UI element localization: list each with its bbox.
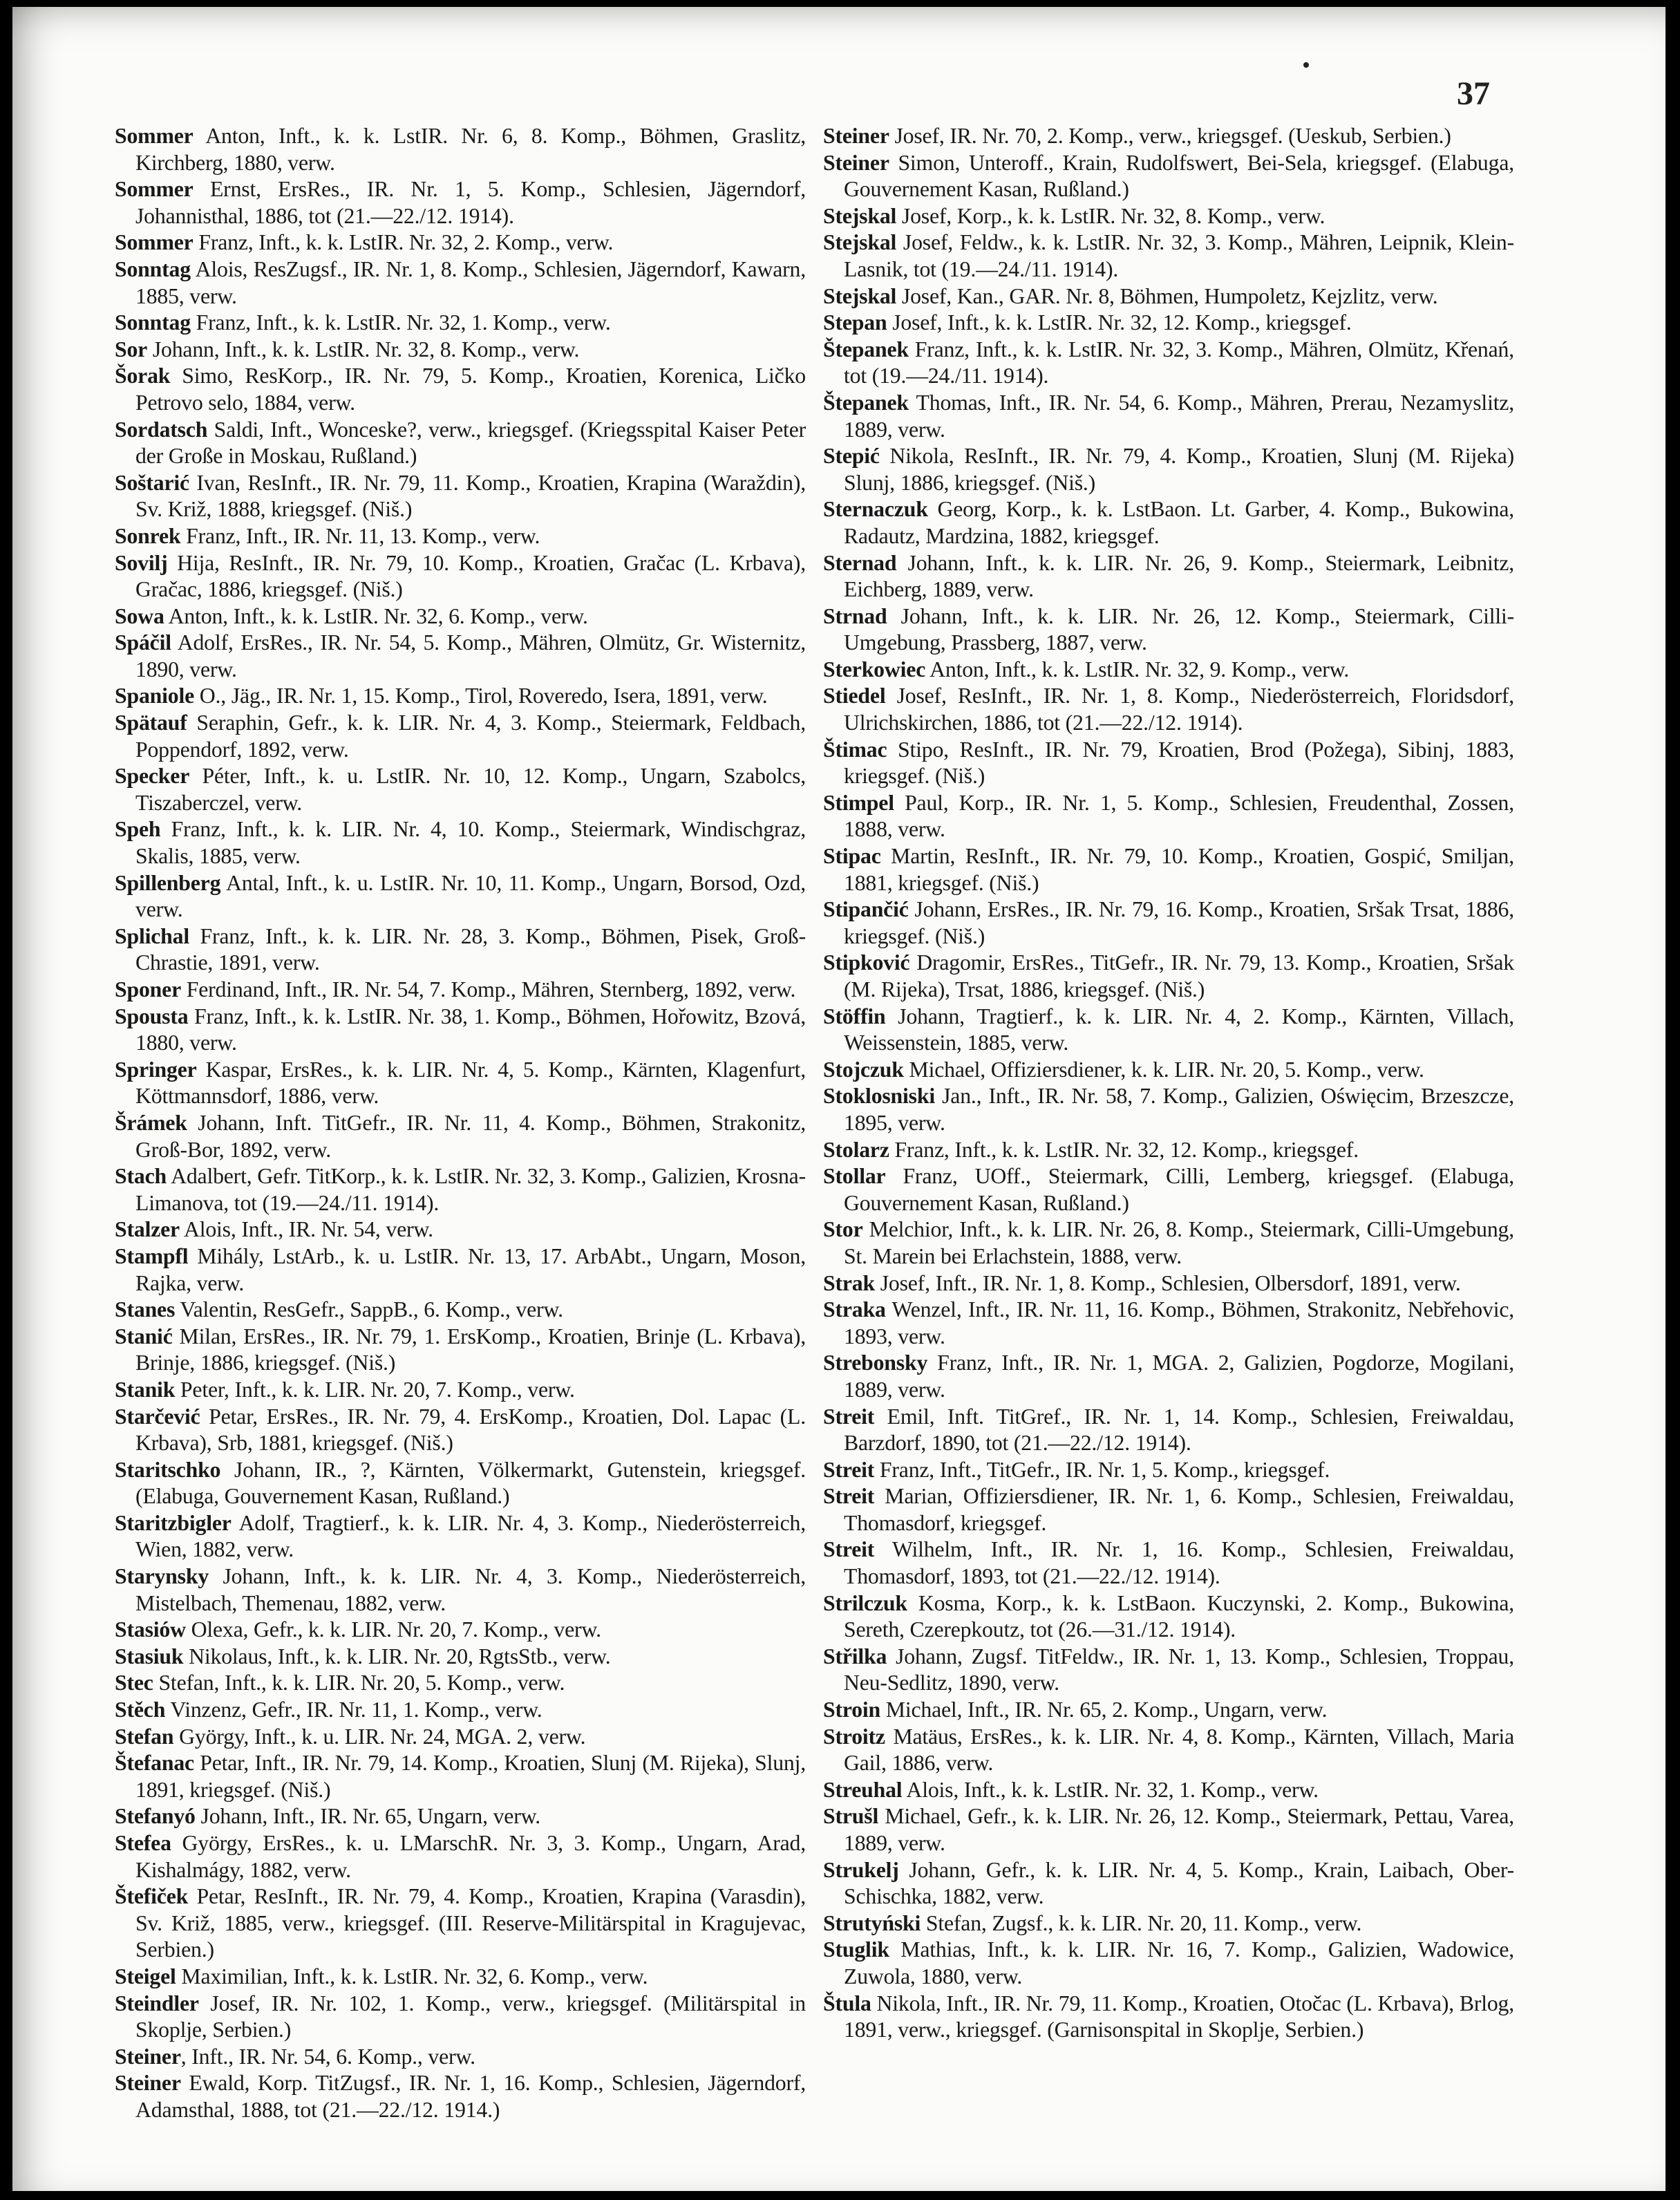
entry-surname: Stipančić — [823, 897, 909, 922]
register-entry — [823, 390, 1514, 443]
entry-details: Franz, Inft., TitGefr., IR. Nr. 1, 5. Komp., kriegsgef. — [874, 1457, 1330, 1482]
entry-surname: Streuhal — [823, 1777, 903, 1802]
entry-surname: Sommer — [115, 124, 194, 148]
entry-details: Franz, Inft., k. k. LstIR. Nr. 32, 2. Komp., verw. — [193, 230, 614, 255]
entry-surname: Sternaczuk — [823, 497, 928, 522]
entry-details: Kosma, Korp., k. k. LstBaon. Kuczynski, 2. Komp., Bukowina, Sereth, Czerepkoutz, tot (26.—31./12. 1914). — [844, 1590, 1514, 1642]
entry-surname: Steindler — [115, 1991, 199, 2015]
entry-surname: Stepan — [823, 310, 887, 335]
entry-surname: Starynsky — [115, 1564, 209, 1589]
register-entry — [823, 1163, 1514, 1216]
entry-surname: Sordatsch — [115, 417, 208, 442]
entry-details: Petar, ErsRes., IR. Nr. 79, 4. ErsKomp., Kroatien, Dol. Lapac (L. Krbava), Srb, 1881, kriegsgef. (Niš.) — [135, 1404, 806, 1456]
register-entry — [823, 1350, 1514, 1403]
entry-details: Matäus, ErsRes., k. k. LIR. Nr. 4, 8. Komp., Kärnten, Villach, Maria Gail, 1886, verw. — [844, 1724, 1514, 1776]
entry-details: Peter, Inft., k. k. LIR. Nr. 20, 7. Komp., verw. — [175, 1377, 575, 1402]
register-entry — [115, 1803, 806, 1830]
entry-surname: Spaniole — [115, 684, 195, 708]
entry-details: Franz, Inft., k. k. LIR. Nr. 4, 10. Komp., Steiermark, Windischgraz, Skalis, 1885, verw. — [135, 817, 806, 869]
entry-surname: Steiner — [115, 2071, 181, 2096]
register-entry — [823, 443, 1514, 496]
entry-surname: Stoklosniski — [823, 1084, 935, 1109]
register-entry — [823, 1083, 1514, 1136]
register-entry — [115, 1697, 806, 1724]
entry-surname: Steiner — [115, 2044, 181, 2069]
register-entry — [823, 1057, 1514, 1084]
entry-surname: Starčević — [115, 1404, 200, 1429]
entry-surname: Stěch — [115, 1698, 166, 1722]
register-entry — [115, 763, 806, 816]
entry-details: Franz, UOff., Steiermark, Cilli, Lemberg, kriegsgef. (Elabuga, Gouvernement Kasan, Rußland.) — [844, 1164, 1514, 1215]
entry-surname: Streit — [823, 1457, 875, 1482]
entry-surname: Stampfl — [115, 1243, 189, 1268]
entry-surname: Sovilj — [115, 550, 168, 575]
entry-details: Anton, Inft., k. k. LstIR. Nr. 32, 9. Komp., verw. — [925, 657, 1350, 681]
register-entry — [823, 229, 1514, 283]
register-entry — [823, 657, 1514, 684]
entry-details: Valentin, ResGefr., SappB., 6. Komp., verw. — [175, 1297, 563, 1322]
entry-surname: Šorak — [115, 364, 171, 388]
register-entry — [115, 1670, 806, 1697]
register-entry — [115, 310, 806, 337]
entry-details: Paul, Korp., IR. Nr. 1, 5. Komp., Schlesien, Freudenthal, Zossen, 1888, verw. — [844, 790, 1514, 842]
entry-details: Simon, Unteroff., Krain, Rudolfswert, Bei-Sela, kriegsgef. (Elabuga, Gouvernement Kasan, Rußland.) — [844, 150, 1514, 202]
entry-details: Anton, Inft., k. k. LstIR. Nr. 32, 6. Komp., verw. — [164, 603, 588, 628]
entry-details: Mathias, Inft., k. k. LIR. Nr. 16, 7. Komp., Galizien, Wadowice, Zuwola, 1880, verw. — [844, 1937, 1514, 1989]
register-entry — [115, 1724, 806, 1751]
register-entry — [823, 1297, 1514, 1350]
entry-surname: Stor — [823, 1217, 863, 1242]
register-entry — [823, 150, 1514, 203]
register-entry — [823, 1937, 1514, 1990]
entry-details: Franz, Inft., k. k. LstIR. Nr. 38, 1. Komp., Böhmen, Hořowitz, Bzová, 1880, verw. — [135, 1004, 806, 1055]
entry-details: Johann, ErsRes., IR. Nr. 79, 16. Komp., Kroatien, Sršak Trsat, 1886, kriegsgef. (Niš.) — [844, 897, 1514, 948]
entry-details: Simo, ResKorp., IR. Nr. 79, 5. Komp., Kroatien, Korenica, Ličko Petrovo selo, 1884, verw. — [135, 364, 806, 415]
entry-surname: Stejskal — [823, 203, 897, 228]
entry-details: Jan., Inft., IR. Nr. 58, 7. Komp., Galizien, Oświęcim, Brzeszcze, 1895, verw. — [844, 1084, 1514, 1135]
entry-surname: Stöffin — [823, 1004, 886, 1028]
entry-details: Nikola, ResInft., IR. Nr. 79, 4. Komp., Kroatien, Slunj (M. Rijeka) Slunj, 1886, kriegsgef. (Niš.) — [844, 444, 1514, 495]
entry-surname: Steigel — [115, 1964, 176, 1989]
entry-surname: Stipac — [823, 844, 881, 869]
entry-details: Anton, Inft., k. k. LstIR. Nr. 6, 8. Komp., Böhmen, Graslitz, Kirchberg, 1880, verw. — [135, 124, 806, 175]
entry-details: Stefan, Zugsf., k. k. LIR. Nr. 20, 11. Komp., verw. — [921, 1910, 1362, 1935]
entry-details: Emil, Inft. TitGref., IR. Nr. 1, 14. Komp., Schlesien, Freiwaldau, Barzdorf, 1890, tot (21.—22./12. 1914). — [844, 1404, 1514, 1456]
register-entry — [115, 1644, 806, 1671]
ink-speck — [1303, 62, 1309, 68]
register-entry — [115, 1617, 806, 1644]
entry-surname: Streit — [823, 1537, 875, 1562]
entry-surname: Stejskal — [823, 283, 897, 308]
entry-details: Alois, ResZugsf., IR. Nr. 1, 8. Komp., Schlesien, Jägerndorf, Kawarn, 1885, verw. — [135, 256, 806, 308]
entry-surname: Strutyński — [823, 1910, 921, 1935]
entry-details: Vinzenz, Gefr., IR. Nr. 11, 1. Komp., verw. — [165, 1698, 542, 1722]
register-entry — [115, 363, 806, 416]
entry-surname: Stiedel — [823, 684, 886, 708]
register-entry — [823, 310, 1514, 337]
entry-surname: Spáčil — [115, 630, 171, 655]
register-entry — [823, 337, 1514, 390]
register-entry — [823, 496, 1514, 549]
entry-surname: Streit — [823, 1484, 875, 1509]
entry-details: Petar, Inft., IR. Nr. 79, 14. Komp., Kroatien, Slunj (M. Rijeka), Slunj, 1891, kriegsgef. (Niš.) — [135, 1751, 806, 1802]
entry-details: Adolf, Tragtierf., k. k. LIR. Nr. 4, 3. Komp., Niederösterreich, Wien, 1882, verw. — [135, 1510, 806, 1562]
entry-details: Péter, Inft., k. u. LstIR. Nr. 10, 12. Komp., Ungarn, Szabolcs, Tiszaberczel, verw. — [135, 764, 806, 815]
entry-details: Johann, Inft., k. k. LIR. Nr. 4, 3. Komp., Niederösterreich, Mistelbach, Themenau, 1882, verw. — [135, 1564, 806, 1615]
entry-surname: Stimpel — [823, 790, 894, 815]
scanned-page — [12, 7, 1665, 2191]
entry-surname: Stanić — [115, 1324, 173, 1348]
register-entry — [823, 1457, 1514, 1484]
entry-details: Maximilian, Inft., k. k. LstIR. Nr. 32, 6. Komp., verw. — [176, 1964, 648, 1989]
entry-details: Saldi, Inft., Wonceske?, verw., kriegsgef. (Kriegsspital Kaiser Peter der Große in Moskau, Rußland.) — [135, 417, 806, 469]
entry-surname: Stolarz — [823, 1137, 889, 1162]
entry-surname: Staritschko — [115, 1457, 221, 1482]
register-entry — [823, 123, 1514, 150]
entry-details: Johann, Zugsf. TitFeldw., IR. Nr. 1, 13. Komp., Schlesien, Troppau, Neu-Sedlitz, 1890, verw. — [844, 1644, 1514, 1695]
register-entry — [823, 1137, 1514, 1164]
entry-details: Marian, Offiziersdiener, IR. Nr. 1, 6. Komp., Schlesien, Freiwaldau, Thomasdorf, kriegsgef. — [844, 1484, 1514, 1535]
entry-details: Johann, Inft., k. k. LIR. Nr. 26, 12. Komp., Steiermark, Cilli-Umgebung, Prassberg, 1887, verw. — [844, 603, 1514, 655]
entry-surname: Sor — [115, 337, 148, 361]
register-entry — [823, 1590, 1514, 1644]
register-entry — [823, 950, 1514, 1003]
entry-details: Johann, Inft., k. k. LIR. Nr. 26, 9. Komp., Steiermark, Leibnitz, Eichberg, 1889, verw. — [844, 550, 1514, 602]
entry-surname: Střilka — [823, 1644, 887, 1668]
entry-surname: Sonrek — [115, 523, 181, 548]
entry-details: Johann, Inft., k. k. LstIR. Nr. 32, 8. Komp., verw. — [147, 337, 580, 361]
entry-details: Seraphin, Gefr., k. k. LIR. Nr. 4, 3. Komp., Steiermark, Feldbach, Poppendorf, 1892, verw. — [135, 711, 806, 762]
register-entry — [115, 1057, 806, 1110]
register-entry — [823, 1910, 1514, 1937]
register-entry — [823, 1991, 1514, 2044]
register-entry — [115, 1377, 806, 1404]
entry-details: , Inft., IR. Nr. 54, 6. Komp., verw. — [180, 2044, 475, 2069]
entry-surname: Sowa — [115, 603, 164, 628]
entry-details: Mihály, LstArb., k. u. LstIR. Nr. 13, 17. ArbAbt., Ungarn, Moson, Rajka, verw. — [135, 1243, 806, 1295]
register-entry — [115, 1004, 806, 1057]
entry-details: Johann, IR., ?, Kärnten, Völkermarkt, Gutenstein, kriegsgef. (Elabuga, Gouvernement Kasan, Rußland.) — [135, 1457, 806, 1509]
register-entry — [823, 896, 1514, 950]
register-entry — [115, 816, 806, 869]
entry-details: Petar, ResInft., IR. Nr. 79, 4. Komp., Kroatien, Krapina (Varasdin), Sv. Križ, 1885, verw., kriegsgef. (III. Reserve-Militärspital in Kragujevac, Serbien.) — [135, 1884, 806, 1962]
entry-details: Thomas, Inft., IR. Nr. 54, 6. Komp., Mähren, Prerau, Nezamyslitz, 1889, verw. — [844, 390, 1514, 442]
entry-surname: Štula — [823, 1991, 871, 2015]
register-entry — [115, 1110, 806, 1163]
entry-details: Martin, ResInft., IR. Nr. 79, 10. Komp., Kroatien, Gospić, Smiljan, 1881, kriegsgef. (Niš.) — [844, 844, 1514, 895]
register-entry — [823, 1697, 1514, 1724]
register-entry — [115, 1964, 806, 1991]
entry-surname: Štefanac — [115, 1751, 194, 1776]
entry-details: Kaspar, ErsRes., k. k. LIR. Nr. 4, 5. Komp., Kärnten, Klagenfurt, Köttmannsdorf, 1886, verw. — [135, 1057, 806, 1109]
entry-surname: Šrámek — [115, 1110, 187, 1135]
entry-details: Olexa, Gefr., k. k. LIR. Nr. 20, 7. Komp., verw. — [185, 1617, 601, 1642]
entry-surname: Stec — [115, 1671, 153, 1695]
left-column — [115, 123, 806, 2124]
register-entry — [115, 337, 806, 364]
register-entry — [115, 1510, 806, 1563]
entry-details: Michael, Inft., IR. Nr. 65, 2. Komp., Ungarn, verw. — [880, 1698, 1328, 1722]
entry-details: Franz, Inft., IR. Nr. 11, 13. Komp., verw. — [180, 523, 540, 548]
register-entry — [115, 1883, 806, 1964]
entry-details: Ernst, ErsRes., IR. Nr. 1, 5. Komp., Schlesien, Jägerndorf, Johannisthal, 1886, tot (21.—22./12. 1914). — [135, 177, 806, 228]
entry-surname: Stefea — [115, 1831, 171, 1855]
register-entry — [823, 1483, 1514, 1536]
register-entry — [115, 256, 806, 310]
entry-details: Ewald, Korp. TitZugsf., IR. Nr. 1, 16. Komp., Schlesien, Jägerndorf, Adamsthal, 1888, tot (21.—22./12. 1914.) — [135, 2071, 806, 2122]
entry-surname: Straka — [823, 1297, 886, 1322]
entry-surname: Stach — [115, 1164, 167, 1189]
entry-surname: Sommer — [115, 177, 194, 202]
entry-details: Johann, Inft., IR. Nr. 65, Ungarn, verw. — [195, 1804, 541, 1829]
entry-surname: Stroitz — [823, 1724, 885, 1749]
register-entry — [115, 2070, 806, 2123]
entry-details: Wenzel, Inft., IR. Nr. 11, 16. Komp., Böhmen, Strakonitz, Nebřehovic, 1893, verw. — [844, 1297, 1514, 1348]
entry-surname: Sonntag — [115, 256, 191, 281]
entry-surname: Strilczuk — [823, 1590, 907, 1615]
entry-details: Franz, Inft., IR. Nr. 1, MGA. 2, Galizien, Pogdorze, Mogilani, 1889, verw. — [844, 1351, 1514, 1402]
register-entry — [823, 1216, 1514, 1270]
entry-details: Michael, Gefr., k. k. LIR. Nr. 26, 12. Komp., Steiermark, Pettau, Varea, 1889, verw. — [844, 1804, 1514, 1855]
entry-details: Franz, Inft., k. k. LIR. Nr. 28, 3. Komp., Böhmen, Pisek, Groß-Chrastie, 1891, verw. — [135, 923, 806, 975]
entry-details: Johann, Tragtierf., k. k. LIR. Nr. 4, 2. Komp., Kärnten, Villach, Weissenstein, 1885, verw. — [844, 1004, 1514, 1055]
register-entry — [115, 1750, 806, 1803]
entry-surname: Štimac — [823, 737, 887, 762]
entry-surname: Speh — [115, 817, 161, 842]
entry-surname: Stipković — [823, 950, 910, 975]
entry-details: Josef, Inft., IR. Nr. 1, 8. Komp., Schlesien, Olbersdorf, 1891, verw. — [874, 1270, 1461, 1295]
entry-surname: Sternad — [823, 550, 897, 575]
entry-details: György, ErsRes., k. u. LMarschR. Nr. 3, 3. Komp., Ungarn, Arad, Kishalmágy, 1882, verw. — [135, 1831, 806, 1882]
entry-surname: Sponer — [115, 977, 181, 1002]
right-column — [823, 123, 1514, 2044]
entry-surname: Stejskal — [823, 230, 897, 255]
entry-surname: Strušl — [823, 1804, 879, 1829]
entry-surname: Spillenberg — [115, 870, 221, 895]
register-entry — [115, 1243, 806, 1297]
register-entry — [115, 977, 806, 1004]
entry-details: Georg, Korp., k. k. LstBaon. Lt. Garber, 4. Komp., Bukowina, Radautz, Mardzina, 1882, kriegsgef. — [844, 497, 1514, 548]
register-entry — [115, 1404, 806, 1457]
entry-details: Josef, IR. Nr. 70, 2. Komp., verw., kriegsgef. (Ueskub, Serbien.) — [889, 124, 1451, 148]
register-entry — [823, 1536, 1514, 1590]
entry-details: Josef, Feldw., k. k. LstIR. Nr. 32, 3. Komp., Mähren, Leipnik, Klein-Lasnik, tot (19.—24./11. 1914). — [844, 230, 1514, 281]
entry-surname: Stanes — [115, 1297, 176, 1322]
register-entry — [115, 550, 806, 603]
register-entry — [115, 1297, 806, 1324]
entry-surname: Štefiček — [115, 1884, 189, 1909]
entry-surname: Specker — [115, 764, 190, 789]
entry-details: Ivan, ResInft., IR. Nr. 79, 11. Komp., Kroatien, Krapina (Waraždin), Sv. Križ, 1888, kriegsgef. (Niš.) — [135, 470, 806, 522]
entry-surname: Springer — [115, 1057, 197, 1082]
register-entry — [115, 1163, 806, 1216]
entry-surname: Strnad — [823, 603, 887, 628]
entry-surname: Stefan — [115, 1724, 174, 1749]
entry-surname: Splichal — [115, 923, 189, 948]
register-entry — [823, 790, 1514, 843]
entry-details: Josef, ResInft., IR. Nr. 1, 8. Komp., Niederösterreich, Floridsdorf, Ulrichskirchen, 1886, tot (21.—22./12. 1914). — [844, 684, 1514, 735]
register-entry — [823, 1404, 1514, 1457]
register-entry — [115, 1830, 806, 1883]
entry-surname: Steiner — [823, 124, 889, 148]
entry-details: Milan, ErsRes., IR. Nr. 79, 1. ErsKomp., Kroatien, Brinje (L. Krbava), Brinje, 1886, kriegsgef. (Niš.) — [135, 1324, 806, 1375]
entry-details: Nikola, Inft., IR. Nr. 79, 11. Komp., Kroatien, Otočac (L. Krbava), Brlog, 1891, verw., kriegsgef. (Garnisonspital in Skoplje, Serbien.) — [844, 1991, 1514, 2042]
register-entry — [823, 1857, 1514, 1910]
register-entry — [823, 1004, 1514, 1057]
entry-surname: Stanik — [115, 1377, 176, 1402]
register-entry — [115, 1991, 806, 2044]
entry-surname: Steiner — [823, 150, 889, 175]
register-entry — [823, 737, 1514, 790]
register-entry — [115, 1324, 806, 1377]
register-entry — [823, 683, 1514, 736]
entry-surname: Stroin — [823, 1698, 881, 1722]
register-entry — [115, 683, 806, 710]
entry-surname: Stasiuk — [115, 1644, 184, 1668]
entry-details: Melchior, Inft., k. k. LIR. Nr. 26, 8. Komp., Steiermark, Cilli-Umgebung, St. Marein bei Erlachstein, 1888, verw. — [844, 1217, 1514, 1268]
register-entry — [823, 203, 1514, 230]
entry-surname: Streit — [823, 1404, 875, 1429]
register-entry — [115, 2044, 806, 2071]
register-entry — [115, 123, 806, 176]
entry-surname: Sommer — [115, 230, 194, 255]
page-number: 37 — [1457, 75, 1490, 112]
entry-surname: Stojczuk — [823, 1057, 904, 1082]
register-entry — [823, 1724, 1514, 1777]
register-entry — [115, 870, 806, 923]
register-entry — [115, 1216, 806, 1243]
entry-details: Stipo, ResInft., IR. Nr. 79, Kroatien, Brod (Požega), Sibinj, 1883, kriegsgef. (Niš.) — [844, 737, 1514, 789]
entry-details: Wilhelm, Inft., IR. Nr. 1, 16. Komp., Schlesien, Freiwaldau, Thomasdorf, 1893, tot (21.—22./12. 1914). — [844, 1537, 1514, 1589]
register-entry — [115, 470, 806, 523]
entry-details: Johann, Gefr., k. k. LIR. Nr. 4, 5. Komp., Krain, Laibach, Ober-Schischka, 1882, verw. — [844, 1857, 1514, 1909]
entry-details: Josef, Kan., GAR. Nr. 8, Böhmen, Humpoletz, Kejzlitz, verw. — [896, 283, 1438, 308]
entry-details: Josef, IR. Nr. 102, 1. Komp., verw., kriegsgef. (Militärspital in Skoplje, Serbien.) — [135, 1991, 806, 2042]
entry-details: Franz, Inft., k. k. LstIR. Nr. 32, 3. Komp., Mähren, Olmütz, Křenań, tot (19.—24./11. 1914). — [844, 337, 1514, 388]
register-entry — [115, 176, 806, 229]
entry-surname: Stalzer — [115, 1217, 180, 1242]
entry-surname: Strebonsky — [823, 1351, 928, 1375]
entry-details: O., Jäg., IR. Nr. 1, 15. Komp., Tirol, Roveredo, Isera, 1891, verw. — [194, 684, 768, 708]
entry-surname: Strukelj — [823, 1857, 899, 1882]
register-entry — [115, 417, 806, 470]
entry-details: Alois, Inft., IR. Nr. 54, verw. — [179, 1217, 433, 1242]
entry-details: Antal, Inft., k. u. LstIR. Nr. 10, 11. Komp., Ungarn, Borsod, Ozd, verw. — [135, 870, 806, 922]
entry-details: Josef, Korp., k. k. LstIR. Nr. 32, 8. Komp., verw. — [896, 203, 1325, 228]
register-entry — [823, 550, 1514, 603]
register-entry — [115, 1457, 806, 1510]
entry-surname: Stuglik — [823, 1937, 889, 1962]
register-entry — [823, 1803, 1514, 1856]
register-entry — [823, 1777, 1514, 1804]
register-entry — [823, 603, 1514, 657]
entry-details: Johann, Inft. TitGefr., IR. Nr. 11, 4. Komp., Böhmen, Strakonitz, Groß-Bor, 1892, verw. — [135, 1110, 806, 1162]
entry-details: Alois, Inft., k. k. LstIR. Nr. 32, 1. Komp., verw. — [902, 1777, 1319, 1802]
entry-surname: Stollar — [823, 1164, 886, 1189]
entry-surname: Sonntag — [115, 310, 191, 335]
entry-surname: Spätauf — [115, 711, 187, 735]
entry-details: György, Inft., k. u. LIR. Nr. 24, MGA. 2, verw. — [173, 1724, 586, 1749]
register-entry — [115, 710, 806, 763]
register-entry — [823, 1644, 1514, 1697]
register-entry — [823, 1270, 1514, 1297]
entry-surname: Strak — [823, 1270, 875, 1295]
entry-details: Josef, Inft., k. k. LstIR. Nr. 32, 12. Komp., kriegsgef. — [887, 310, 1352, 335]
entry-surname: Staritzbigler — [115, 1510, 232, 1535]
register-entry — [115, 1563, 806, 1617]
register-entry — [115, 923, 806, 977]
entry-details: Adalbert, Gefr. TitKorp., k. k. LstIR. Nr. 32, 3. Komp., Galizien, Krosna-Limanova, tot (19.—24./11. 1914). — [135, 1164, 806, 1215]
entry-surname: Spousta — [115, 1004, 189, 1028]
register-entry — [823, 283, 1514, 310]
entry-surname: Sterkowiec — [823, 657, 926, 681]
entry-surname: Stepić — [823, 444, 880, 469]
entry-details: Franz, Inft., k. k. LstIR. Nr. 32, 1. Komp., verw. — [190, 310, 611, 335]
entry-details: Dragomir, ErsRes., TitGefr., IR. Nr. 79, 13. Komp., Kroatien, Sršak (M. Rijeka), Trsat, 1886, kriegsgef. (Niš.) — [844, 950, 1514, 1002]
entry-details: Adolf, ErsRes., IR. Nr. 54, 5. Komp., Mähren, Olmütz, Gr. Wisternitz, 1890, verw. — [135, 630, 806, 681]
entry-surname: Stasiów — [115, 1617, 186, 1642]
entry-details: Michael, Offiziersdiener, k. k. LIR. Nr. 20, 5. Komp., verw. — [903, 1057, 1424, 1082]
register-entry — [115, 630, 806, 683]
entry-surname: Soštarić — [115, 470, 189, 495]
entry-details: Ferdinand, Inft., IR. Nr. 54, 7. Komp., Mähren, Sternberg, 1892, verw. — [180, 977, 796, 1002]
entry-details: Stefan, Inft., k. k. LIR. Nr. 20, 5. Komp., verw. — [153, 1671, 565, 1695]
register-entry — [115, 229, 806, 256]
entry-details: Hija, ResInft., IR. Nr. 79, 10. Komp., Kroatien, Gračac (L. Krbava), Gračac, 1886, kriegsgef. (Niš.) — [135, 550, 806, 602]
register-entry — [115, 523, 806, 550]
entry-surname: Štepanek — [823, 337, 909, 361]
register-entry — [823, 843, 1514, 896]
register-entry — [115, 603, 806, 630]
entry-details: Nikolaus, Inft., k. k. LIR. Nr. 20, RgtsStb., verw. — [183, 1644, 611, 1668]
entry-surname: Stefanyó — [115, 1804, 196, 1829]
entry-surname: Štepanek — [823, 390, 909, 415]
entry-details: Franz, Inft., k. k. LstIR. Nr. 32, 12. Komp., kriegsgef. — [889, 1137, 1359, 1162]
